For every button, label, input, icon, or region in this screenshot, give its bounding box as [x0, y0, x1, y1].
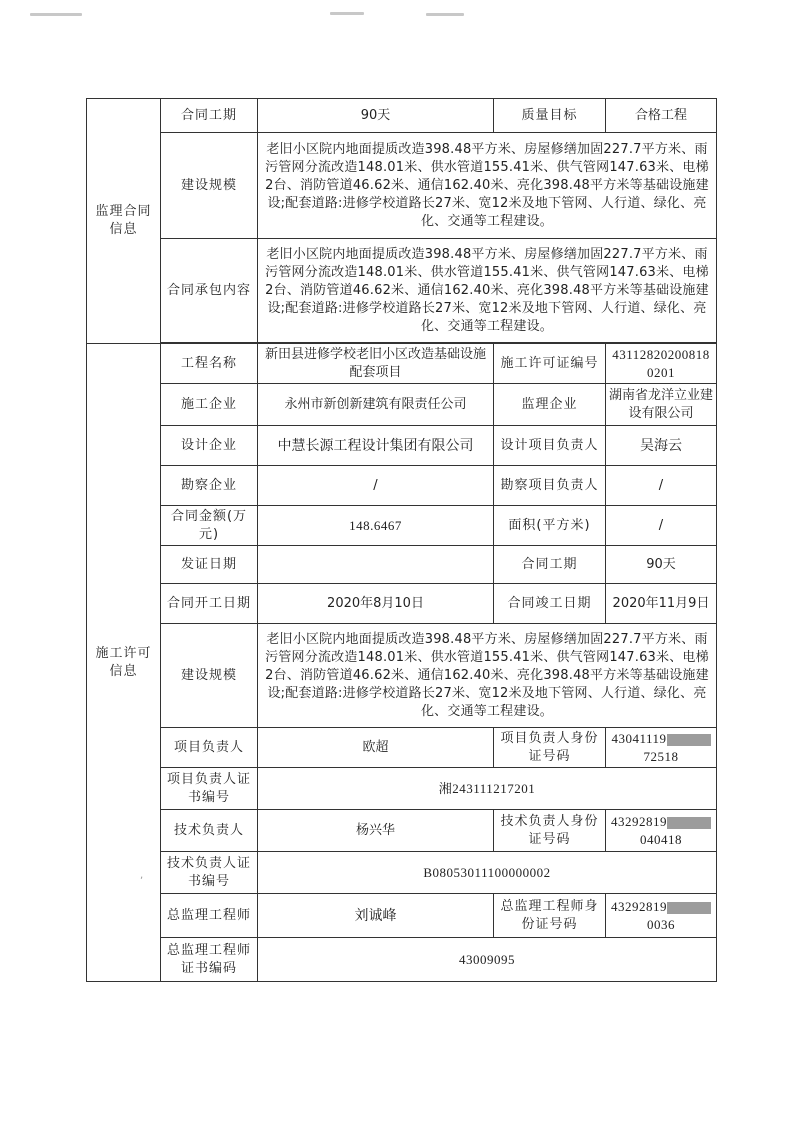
tech-lead-cert-label: 技术负责人证书编号 [161, 852, 258, 894]
finish-date-label: 合同竣工日期 [494, 584, 606, 624]
project-name-label: 工程名称 [161, 344, 258, 384]
id-suffix: 0036 [647, 916, 675, 932]
table-row [87, 384, 717, 426]
survey-lead-value: / [606, 466, 717, 506]
table-row [87, 426, 717, 466]
area-label: 面积(平方米) [494, 506, 606, 546]
project-info-table [86, 98, 717, 982]
contract-content-text: 老旧小区院内地面提质改造398.48平方米、房屋修缮加固227.7平方米、雨污管网分流改造148.01米、供水管道155.41米、供气管网147.63米、电梯2台、消防管道46.62米、通信162.40米、亮化398.48平方米等基础设施建设;配套道路:进修学校道路长27米、宽12米及地下管网、人行道、绿化、亮化、交通等工程建设。 [258, 239, 717, 343]
table-row [87, 506, 717, 546]
survey-company-label: 勘察企业 [161, 466, 258, 506]
project-manager-label: 项目负责人 [161, 728, 258, 768]
table-row [87, 584, 717, 624]
table-row [87, 810, 717, 852]
id-suffix: 040418 [640, 831, 682, 847]
supervision-duration-value: 90天 [258, 99, 494, 133]
table-row [87, 894, 717, 938]
start-date-value: 2020年8月10日 [258, 584, 494, 624]
supervisor-company-value: 湖南省龙洋立业建设有限公司 [606, 384, 717, 426]
project-manager-cert-value: 湘243111217201 [258, 768, 717, 810]
permit-duration-label: 合同工期 [494, 546, 606, 584]
table-row [87, 466, 717, 506]
table-row [87, 239, 717, 343]
scan-speck [426, 13, 464, 16]
finish-date-value: 2020年11月9日 [606, 584, 717, 624]
issue-date-label: 发证日期 [161, 546, 258, 584]
contract-amount-value: 148.6467 [258, 506, 494, 546]
table-row [87, 624, 717, 728]
supervisor-company-label: 监理企业 [494, 384, 606, 426]
scan-speck [30, 13, 82, 16]
issue-date-value [258, 546, 494, 584]
supervision-duration-label: 合同工期 [161, 99, 258, 133]
supervision-scale-text: 老旧小区院内地面提质改造398.48平方米、房屋修缮加固227.7平方米、雨污管网分流改造148.01米、供水管道155.41米、供气管网147.63米、电梯2台、消防管道46.62米、通信162.40米、亮化398.48平方米等基础设施建设;配套道路:进修学校道路长27米、宽12米及地下管网、人行道、绿化、亮化、交通等工程建设。 [258, 133, 717, 239]
permit-number-value: 431128202008180201 [606, 344, 717, 384]
project-name-value: 新田县进修学校老旧小区改造基础设施配套项目 [258, 344, 494, 384]
survey-lead-label: 勘察项目负责人 [494, 466, 606, 506]
design-lead-label: 设计项目负责人 [494, 426, 606, 466]
permit-scale-label: 建设规模 [161, 624, 258, 728]
scan-speck: , [140, 870, 144, 881]
chief-engineer-id-label: 总监理工程师身份证号码 [494, 894, 606, 938]
id-prefix: 43041119 [611, 730, 667, 746]
table-row [87, 728, 717, 768]
permit-scale-text: 老旧小区院内地面提质改造398.48平方米、房屋修缮加固227.7平方米、雨污管网分流改造148.01米、供水管道155.41米、供气管网147.63米、电梯2台、消防管道46.62米、通信162.40米、亮化398.48平方米等基础设施建设;配套道路:进修学校道路长27米、宽12米及地下管网、人行道、绿化、亮化、交通等工程建设。 [258, 624, 717, 728]
project-manager-id-label: 项目负责人身份证号码 [494, 728, 606, 768]
start-date-label: 合同开工日期 [161, 584, 258, 624]
tech-lead-label: 技术负责人 [161, 810, 258, 852]
id-prefix: 43292819 [611, 898, 667, 914]
project-manager-id-value [606, 728, 717, 768]
design-company-label: 设计企业 [161, 426, 258, 466]
quality-target-label: 质量目标 [494, 99, 606, 133]
design-lead-value: 吴海云 [606, 426, 717, 466]
scan-speck [330, 12, 364, 15]
area-value: / [606, 506, 717, 546]
contractor-value: 永州市新创新建筑有限责任公司 [258, 384, 494, 426]
quality-target-value: 合格工程 [606, 99, 717, 133]
contract-amount-label: 合同金额(万元) [161, 506, 258, 546]
redaction-block [667, 734, 711, 746]
tech-lead-value: 杨兴华 [258, 810, 494, 852]
id-prefix: 43292819 [611, 813, 667, 829]
project-manager-cert-label: 项目负责人证书编号 [161, 768, 258, 810]
chief-engineer-label: 总监理工程师 [161, 894, 258, 938]
chief-engineer-cert-label: 总监理工程师证书编码 [161, 938, 258, 982]
table-row [87, 768, 717, 810]
supervision-scale-label: 建设规模 [161, 133, 258, 239]
table-row [87, 938, 717, 982]
table-row [87, 852, 717, 894]
permit-section-label: 施工许可信息 [87, 344, 161, 982]
project-manager-value: 欧超 [258, 728, 494, 768]
table-row [87, 133, 717, 239]
supervision-section-label: 监理合同信息 [87, 99, 161, 344]
tech-lead-id-label: 技术负责人身份证号码 [494, 810, 606, 852]
chief-engineer-cert-value: 43009095 [258, 938, 717, 982]
id-suffix: 72518 [643, 748, 679, 764]
permit-duration-value: 90天 [606, 546, 717, 584]
tech-lead-cert-value: B08053011100000002 [258, 852, 717, 894]
permit-number-label: 施工许可证编号 [494, 344, 606, 384]
redaction-block [667, 902, 711, 914]
table-row [87, 99, 717, 133]
chief-engineer-id-value [606, 894, 717, 938]
contract-content-label: 合同承包内容 [161, 239, 258, 343]
table-row [87, 344, 717, 384]
survey-company-value: / [258, 466, 494, 506]
contractor-label: 施工企业 [161, 384, 258, 426]
design-company-value: 中慧长源工程设计集团有限公司 [258, 426, 494, 466]
table-row [87, 546, 717, 584]
chief-engineer-value: 刘诚峰 [258, 894, 494, 938]
tech-lead-id-value [606, 810, 717, 852]
redaction-block [667, 817, 711, 829]
